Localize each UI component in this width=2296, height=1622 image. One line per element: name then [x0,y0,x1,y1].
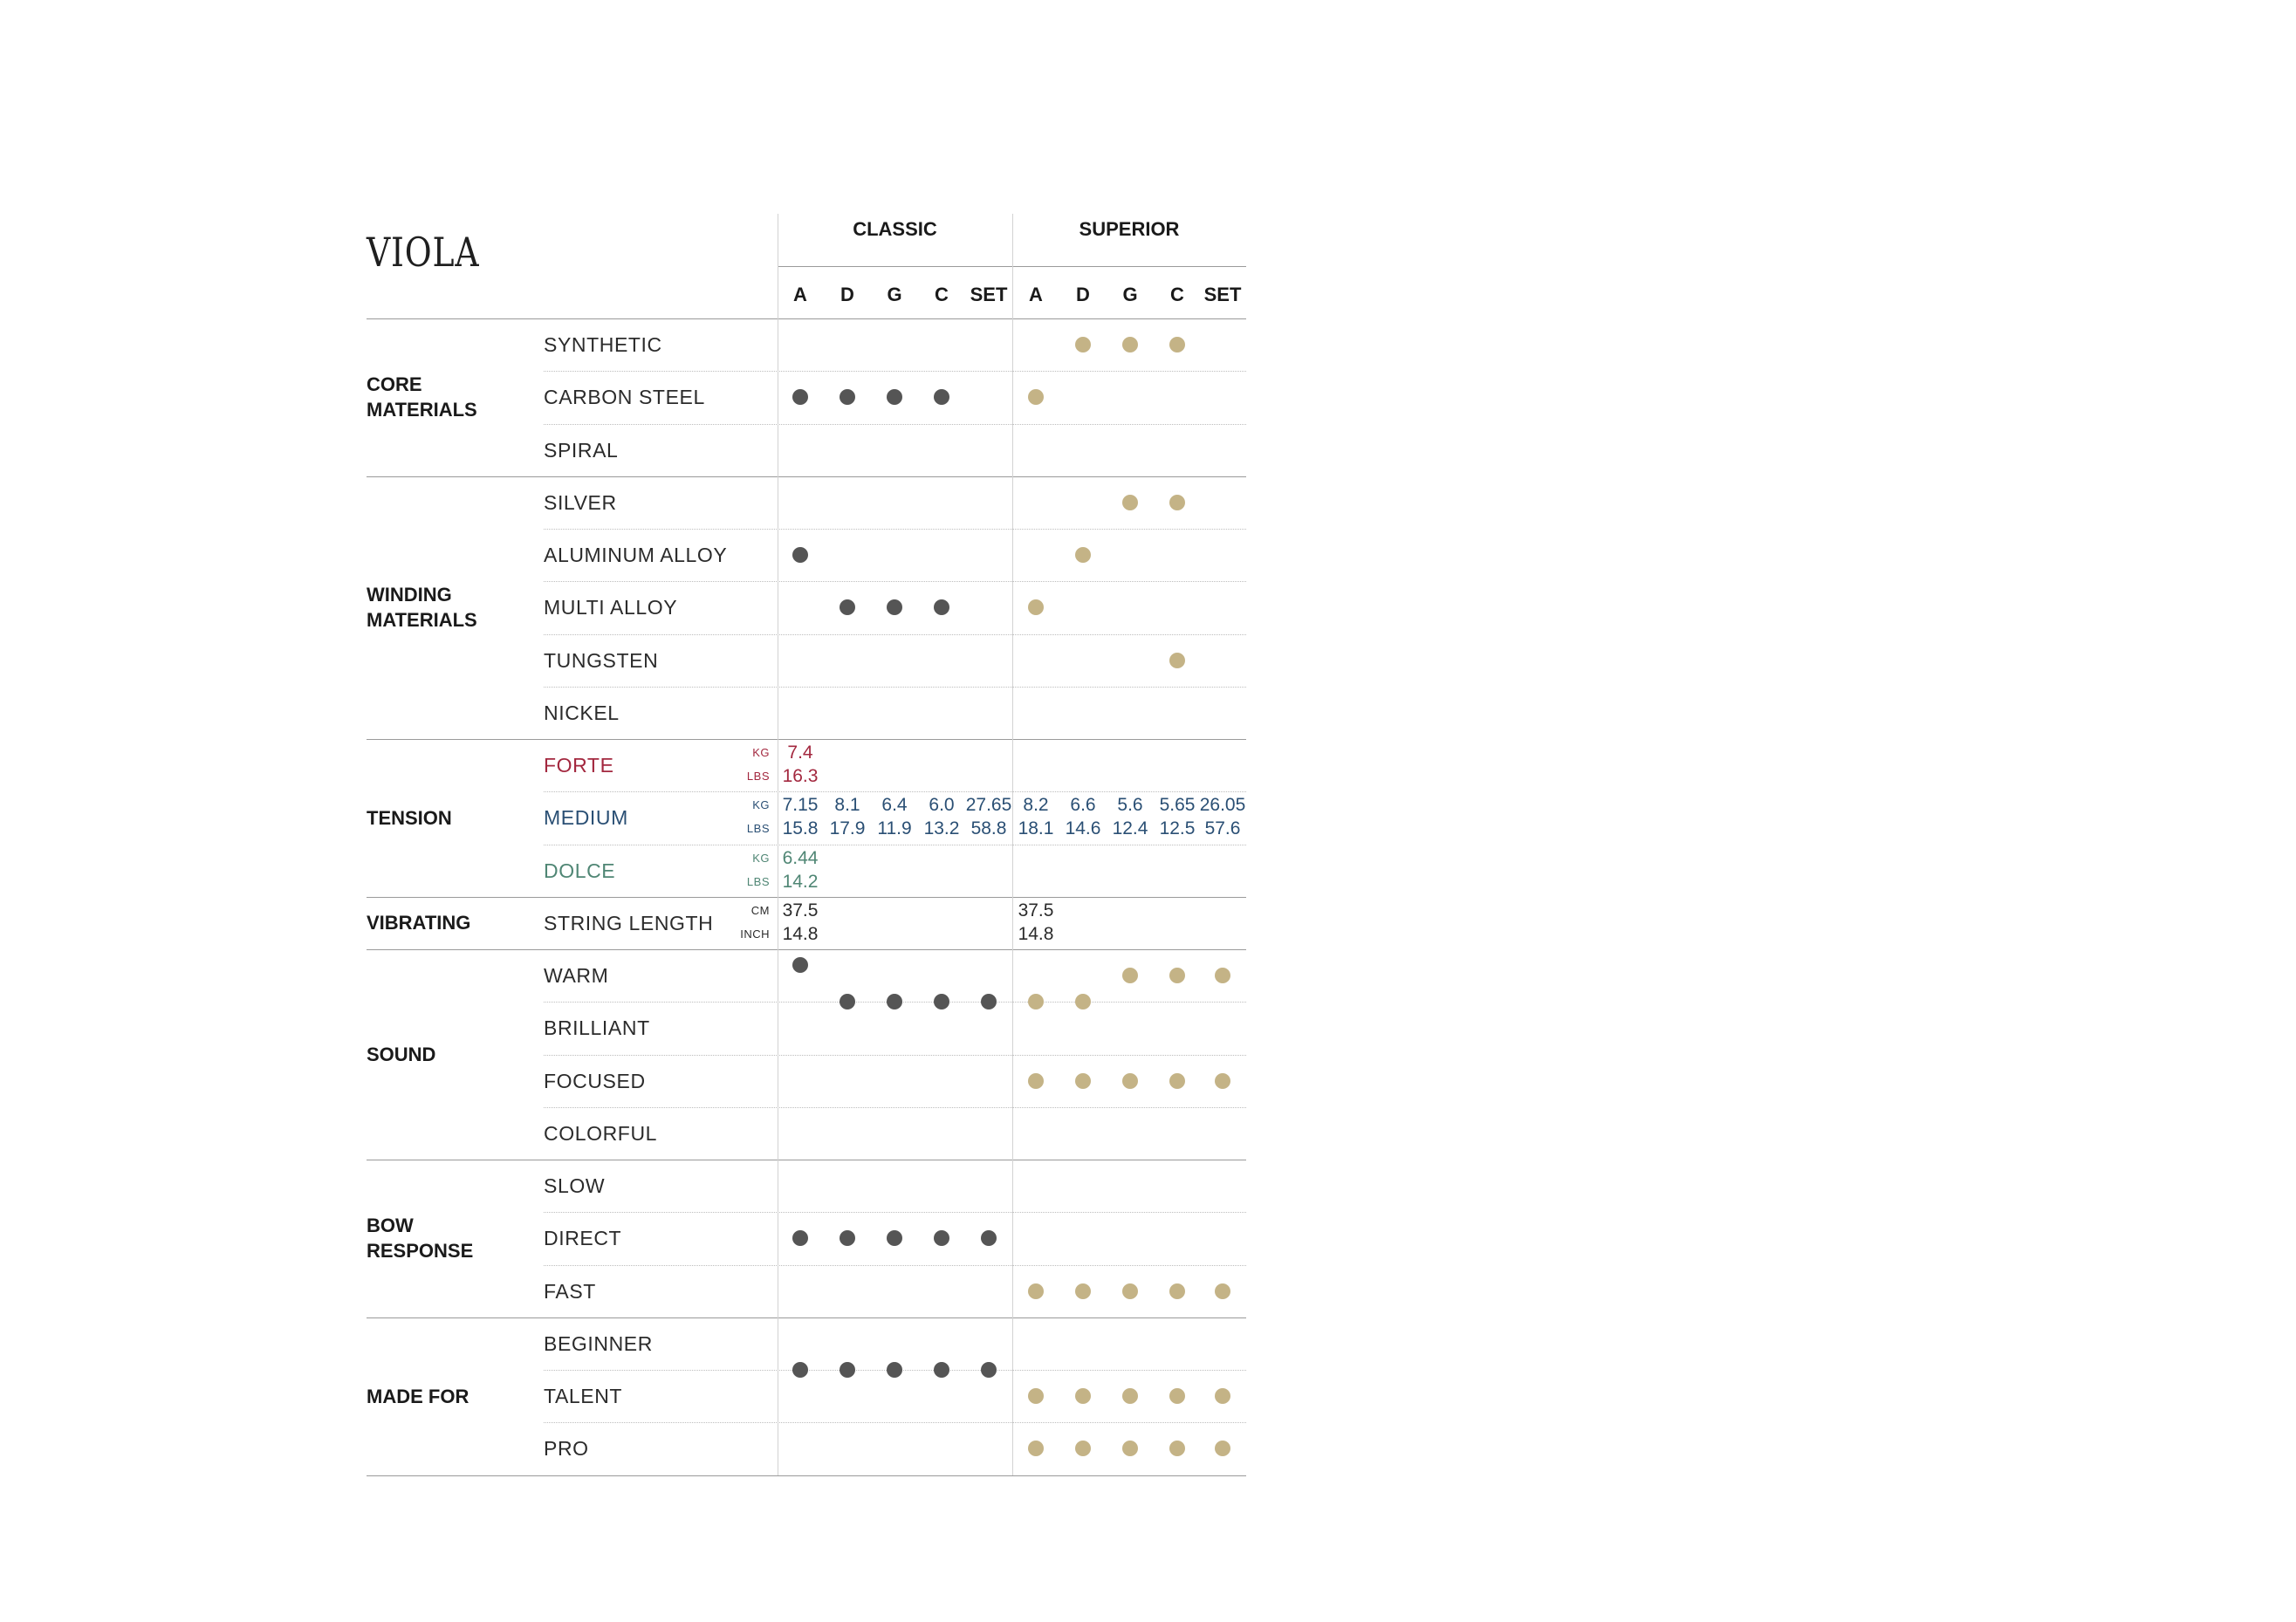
group-label: BOW RESPONSE [367,1215,474,1263]
superior-dot [1215,1388,1230,1404]
classic-dot [887,1362,902,1378]
row-divider-dotted [544,1107,1246,1108]
superior-dot [1122,1441,1138,1456]
superior-dot [1169,1441,1185,1456]
row-label-fast: FAST [544,1279,596,1303]
unit-label-lbs: LBS [746,822,770,836]
unit-label-kg: KG [752,851,770,865]
superior-dot [1169,653,1185,668]
row-label-pro: PRO [544,1437,589,1461]
secondary-value-classic: 15.8 [782,818,819,839]
row-label-synthetic: SYNTHETIC [544,333,662,357]
unit-label-lbs: LBS [746,874,770,888]
superior-dot [1215,1073,1230,1089]
superior-dot [1169,337,1185,352]
row-label-forte: FORTE [544,754,614,777]
unit-label-cm: CM [750,903,770,917]
superior-dot [1075,1283,1091,1299]
superior-dot [1075,1441,1091,1456]
superior-dot [1122,1283,1138,1299]
classic-dot [934,389,949,405]
row-label-dolce: DOLCE [544,859,616,882]
unit-label-kg: KG [752,798,770,812]
row-label-warm: WARM [544,964,609,988]
superior-dot [1215,1283,1230,1299]
primary-value-classic: 37.5 [782,900,819,921]
superior-dot [1075,994,1091,1009]
primary-value-classic: 6.4 [881,795,908,816]
classic-dot [792,389,808,405]
row-label-colorful: COLORFUL [544,1121,658,1145]
classic-dot [840,599,855,615]
row-divider-dotted [544,687,1246,688]
group-divider [367,476,1246,477]
group-divider [367,1317,1246,1318]
row-label-spiral: SPIRAL [544,438,619,462]
column-header-a: A [1029,284,1043,305]
secondary-value-classic: 16.3 [782,766,819,787]
classic-dot [887,389,902,405]
secondary-value-classic: 11.9 [877,818,912,839]
column-header-c: C [935,284,949,305]
classic-dot [934,1362,949,1378]
row-label-beginner: BEGINNER [544,1331,653,1355]
group-label: CORE MATERIALS [367,373,477,421]
superior-dot [1215,968,1230,983]
classic-dot [840,1230,855,1246]
primary-value-superior: 26.05 [1199,795,1246,816]
brand-header-superior: SUPERIOR [1079,218,1180,240]
secondary-value-superior: 12.5 [1159,818,1196,839]
superior-dot [1028,599,1044,615]
superior-dot [1169,1283,1185,1299]
superior-dot [1122,1073,1138,1089]
primary-value-classic: 7.4 [787,743,813,763]
classic-dot [934,1230,949,1246]
secondary-value-superior: 18.1 [1018,818,1054,839]
classic-dot [981,994,997,1009]
superior-dot [1169,1388,1185,1404]
classic-dot [792,957,808,973]
secondary-value-classic: 58.8 [970,818,1007,839]
superior-dot [1122,495,1138,510]
classic-dot [840,994,855,1009]
secondary-value-classic: 14.2 [782,871,819,892]
secondary-value-classic: 14.8 [782,923,819,944]
column-header-d: D [840,284,854,305]
group-label: WINDING MATERIALS [367,584,477,632]
row-label-direct: DIRECT [544,1227,622,1250]
superior-dot [1169,968,1185,983]
classic-dot [840,389,855,405]
row-label-medium: MEDIUM [544,806,628,830]
superior-dot [1122,1388,1138,1404]
classic-dot [792,547,808,563]
row-label-slow: SLOW [544,1174,606,1198]
column-header-set: SET [970,284,1008,305]
classic-dot [981,1230,997,1246]
classic-dot [792,1230,808,1246]
primary-value-classic: 7.15 [782,795,819,816]
row-divider-dotted [544,1055,1246,1056]
column-header-c: C [1170,284,1184,305]
primary-value-classic: 27.65 [965,795,1012,816]
superior-dot [1028,1388,1044,1404]
unit-label-inch: INCH [740,927,770,941]
row-divider-dotted [544,1265,1246,1266]
row-label-nickel: NICKEL [544,701,620,724]
row-divider-dotted [544,424,1246,425]
group-label: TENSION [367,806,452,829]
row-label-aluminum-alloy: ALUMINUM ALLOY [544,544,728,567]
row-divider-dotted [544,791,1246,792]
classic-dot [840,1362,855,1378]
row-label-focused: FOCUSED [544,1069,646,1092]
group-divider [367,739,1246,740]
column-header-d: D [1076,284,1090,305]
superior-dot [1075,547,1091,563]
classic-dot [887,599,902,615]
row-label-tungsten: TUNGSTEN [544,648,659,672]
secondary-value-superior: 14.6 [1065,818,1101,839]
primary-value-superior: 6.6 [1070,795,1096,816]
group-divider [367,897,1246,898]
row-divider-dotted [544,581,1246,582]
row-label-multi-alloy: MULTI ALLOY [544,596,678,619]
classic-dot [934,599,949,615]
header-bottom-rule [367,318,1246,319]
row-label-brilliant: BRILLIANT [544,1016,650,1040]
superior-dot [1028,389,1044,405]
column-header-g: G [1122,284,1138,305]
superior-dot [1028,1441,1044,1456]
primary-value-superior: 5.65 [1159,795,1196,816]
group-label: SOUND [367,1044,436,1065]
row-divider-dotted [544,1422,1246,1423]
secondary-value-superior: 12.4 [1112,818,1148,839]
superior-column-divider [1012,214,1013,1475]
unit-label-lbs: LBS [746,770,770,784]
superior-dot [1122,337,1138,352]
classic-dot [887,1230,902,1246]
row-divider-dotted [544,1212,1246,1213]
row-label-talent: TALENT [544,1385,623,1408]
superior-dot [1075,1073,1091,1089]
primary-value-superior: 5.6 [1117,795,1143,816]
superior-dot [1122,968,1138,983]
superior-dot [1075,1388,1091,1404]
superior-dot [1028,1283,1044,1299]
secondary-value-classic: 17.9 [829,818,866,839]
column-header-set: SET [1203,284,1242,305]
secondary-value-superior: 14.8 [1018,923,1054,944]
primary-value-classic: 8.1 [834,795,860,816]
classic-dot [887,994,902,1009]
superior-dot [1028,994,1044,1009]
primary-value-classic: 6.0 [929,795,955,816]
row-label-silver: SILVER [544,490,617,514]
primary-value-superior: 8.2 [1023,795,1049,816]
brand-header-classic: CLASSIC [853,218,937,240]
row-divider-dotted [544,634,1246,635]
secondary-value-superior: 57.6 [1204,818,1241,839]
classic-dot [934,994,949,1009]
row-label-carbon-steel: CARBON STEEL [544,386,705,409]
primary-value-superior: 37.5 [1018,900,1054,921]
unit-label-kg: KG [752,746,770,760]
classic-dot [981,1362,997,1378]
column-header-g: G [887,284,902,305]
row-label-string-length: STRING LENGTH [544,911,714,934]
column-header-a: A [793,284,807,305]
superior-dot [1169,1073,1185,1089]
superior-dot [1075,337,1091,352]
superior-dot [1215,1441,1230,1456]
superior-dot [1169,495,1185,510]
page-title: VIOLA [367,229,480,276]
group-divider [367,1475,1246,1476]
row-divider-dotted [544,371,1246,372]
group-divider [367,949,1246,950]
superior-dot [1028,1073,1044,1089]
primary-value-classic: 6.44 [782,847,819,868]
row-divider-dotted [544,529,1246,530]
secondary-value-classic: 13.2 [923,818,960,839]
group-label: MADE FOR [367,1385,469,1407]
group-label: VIBRATING [367,912,471,934]
classic-dot [792,1362,808,1378]
